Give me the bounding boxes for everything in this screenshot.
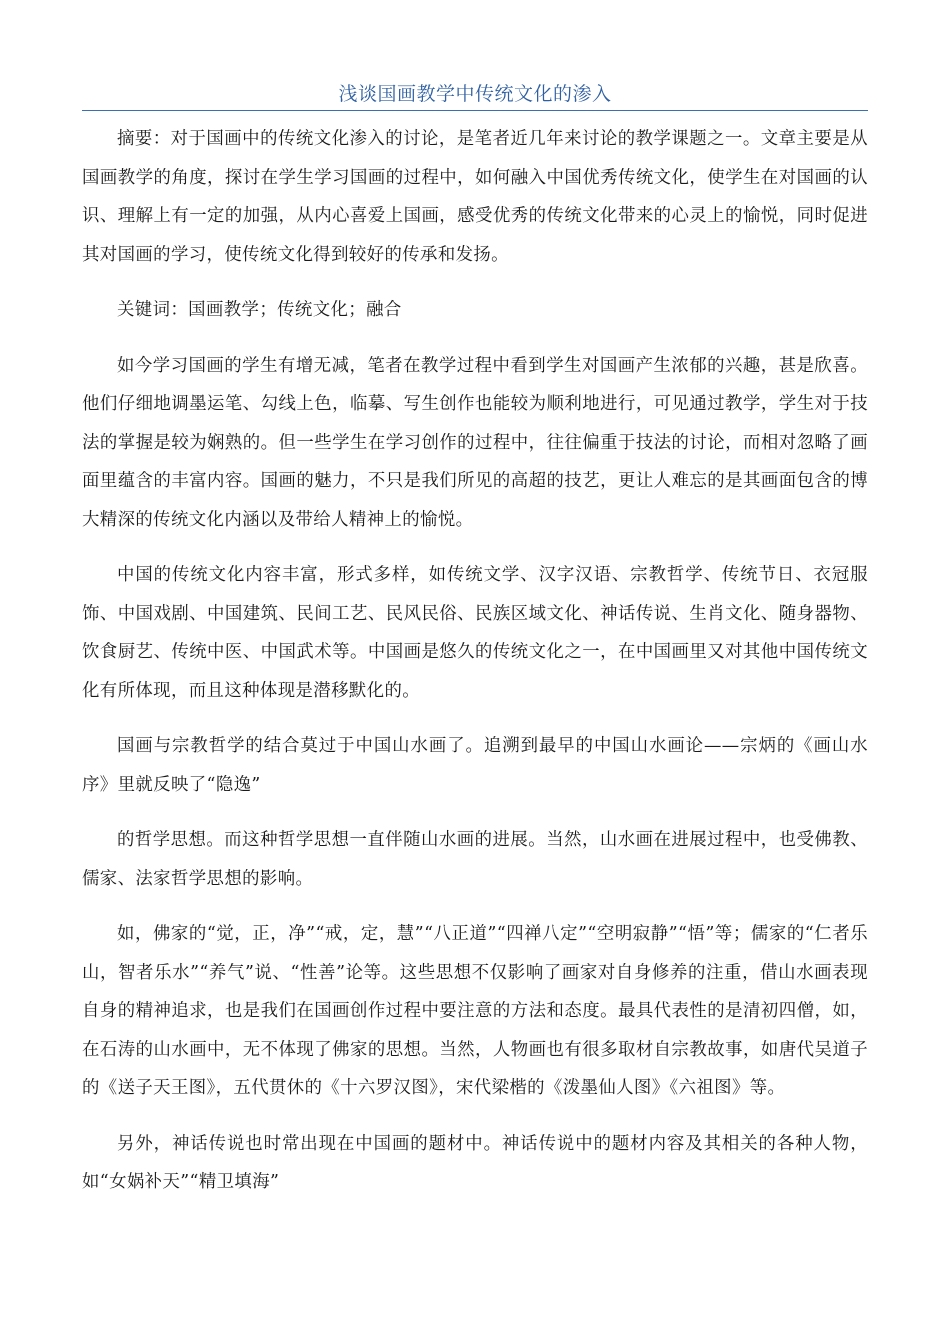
body-paragraph: 的哲学思想。而这种哲学思想一直伴随山水画的进展。当然，山水画在进展过程中，也受佛教、儒家、法家哲学思想的影响。: [82, 830, 868, 889]
body-paragraph: 如今学习国画的学生有增无减，笔者在教学过程中看到学生对国画产生浓郁的兴趣，甚是欣喜。他们仔细地调墨运笔、勾线上色，临摹、写生创作也能较为顺利地进行，可见通过教学，学生对于技法的掌握是较为娴熟的。但一些学生在学习创作的过程中，往往偏重于技法的讨论，而相对忽略了画面里蕴含的丰富内容。国画的魅力，不只是我们所见的高超的技艺，更让人难忘的是其画面包含的博大精深的传统文化内涵以及带给人精神上的愉悦。: [82, 355, 868, 530]
keywords-paragraph: 关键词：国画教学；传统文化；融合: [117, 300, 402, 320]
body-paragraph: 中国的传统文化内容丰富，形式多样，如传统文学、汉字汉语、宗教哲学、传统节日、衣冠服饰、中国戏剧、中国建筑、民间工艺、民风民俗、民族区域文化、神话传说、生肖文化、随身器物、饮食厨艺、传统中医、中国武术等。中国画是悠久的传统文化之一，在中国画里又对其他中国传统文化有所体现，而且这种体现是潜移默化的。: [82, 565, 868, 701]
document-header: [82, 80, 868, 111]
body-paragraph: 国画与宗教哲学的结合莫过于中国山水画了。追溯到最早的中国山水画论——宗炳的《画山水序》里就反映了“隐逸”: [82, 736, 868, 795]
body-paragraph: 另外，神话传说也时常出现在中国画的题材中。神话传说中的题材内容及其相关的各种人物，如“女娲补天”“精卫填海”: [82, 1133, 868, 1192]
document-body: [82, 120, 868, 1219]
body-paragraph: 如，佛家的“觉，正，净”“戒，定，慧”“八正道”“四禅八定”“空明寂静”“悟”等；儒家的“仁者乐山，智者乐水”“养气”说、“性善”论等。这些思想不仅影响了画家对自身修养的注重，借山水画表现自身的精神追求，也是我们在国画创作过程中要注意的方法和态度。最具代表性的是清初四僧，如，在石涛的山水画中，无不体现了佛家的思想。当然，人物画也有很多取材自宗教故事，如唐代吴道子的《送子天王图》，五代贯休的《十六罗汉图》，宋代梁楷的《泼墨仙人图》《六祖图》等。: [82, 924, 868, 1098]
document-title: 浅谈国画教学中传统文化的渗入: [338, 83, 612, 105]
abstract-paragraph: 摘要：对于国画中的传统文化渗入的讨论，是笔者近几年来讨论的教学课题之一。文章主要是从国画教学的角度，探讨在学生学习国画的过程中，如何融入中国优秀传统文化，使学生在对国画的认识、理解上有一定的加强，从内心喜爱上国画，感受优秀的传统文化带来的心灵上的愉悦，同时促进其对国画的学习，使传统文化得到较好的传承和发扬。: [82, 129, 868, 265]
